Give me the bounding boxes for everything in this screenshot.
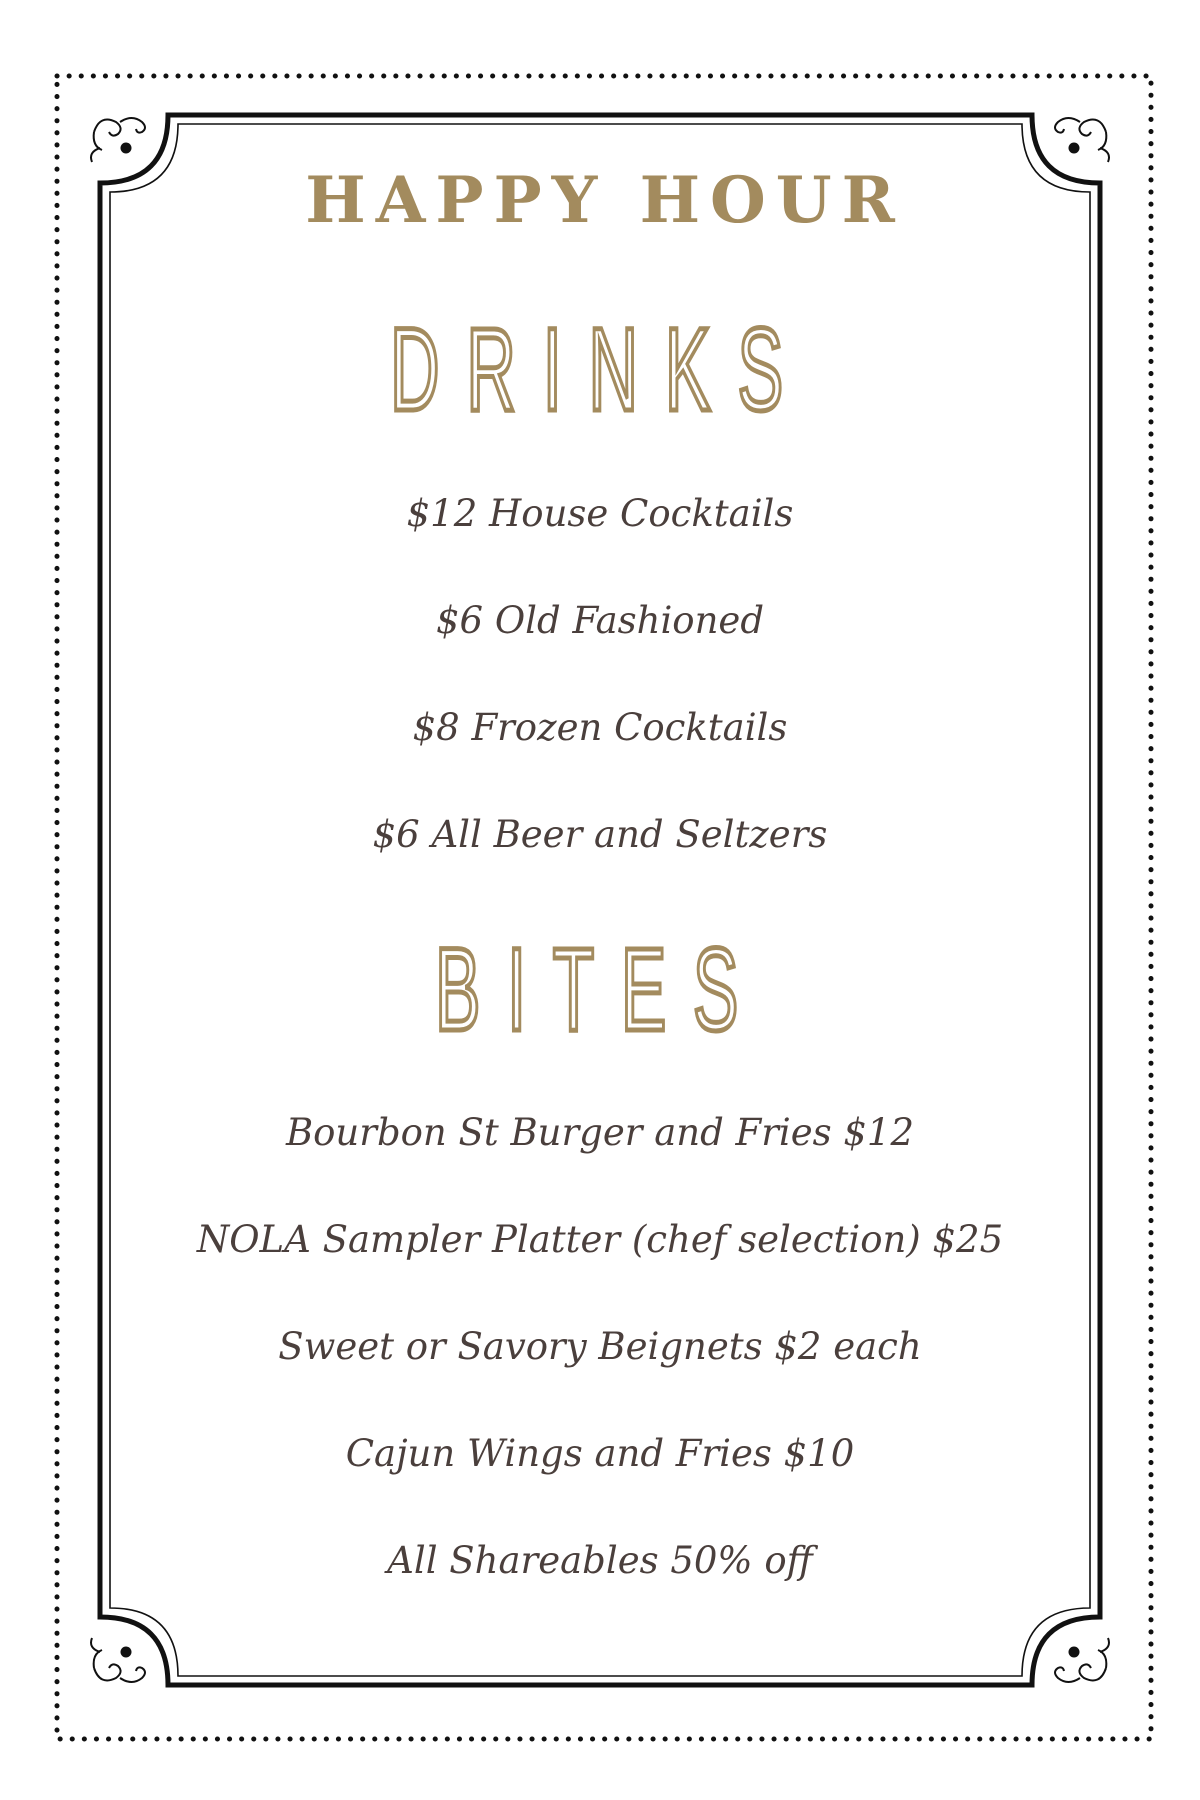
drinks-heading-graphic [0,300,1200,420]
drink-item: $6 Old Fashioned [435,599,764,642]
bite-item: Bourbon St Burger and Fries $12 [285,1111,915,1154]
drink-item: $8 Frozen Cocktails [412,706,788,749]
drink-item: $6 All Beer and Seltzers [372,813,828,856]
bite-item: Sweet or Savory Beignets $2 each [278,1325,922,1368]
bite-item: Cajun Wings and Fries $10 [345,1432,855,1475]
bites-heading-graphic [0,920,1200,1040]
bite-item: NOLA Sampler Platter (chef selection) $25 [196,1218,1004,1261]
drink-item: $12 House Cocktails [406,492,794,535]
bites-heading: BITES [435,924,765,1040]
bite-item: All Shareables 50% off [387,1539,813,1582]
page-title: HAPPY HOUR [305,163,905,238]
drinks-heading: DRINKS [390,304,810,420]
